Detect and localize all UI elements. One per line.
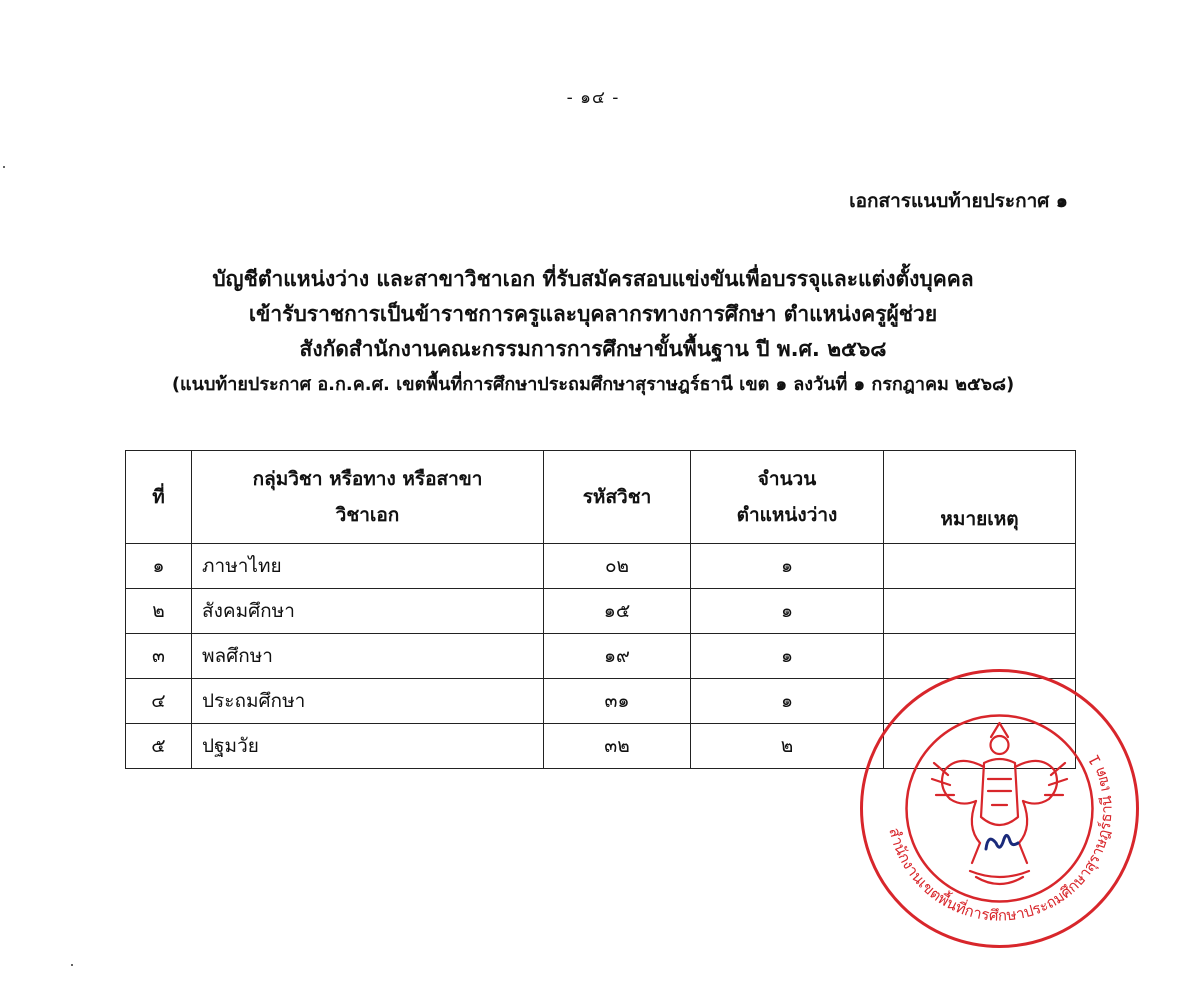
- row-count: ๑: [691, 589, 884, 634]
- document-title: [0, 262, 1186, 402]
- header-count: [691, 451, 884, 544]
- row-subject: สังคมศึกษา: [192, 589, 544, 634]
- row-count: ๑: [691, 634, 884, 679]
- row-remark: [884, 544, 1076, 589]
- header-remark: หมายเหตุ: [884, 451, 1076, 544]
- table-row: [126, 544, 1076, 589]
- title-line-1: บัญชีตำแหน่งว่าง และสาขาวิชาเอก ที่รับสมัครสอบแข่งขันเพื่อบรรจุและแต่งตั้งบุคคล: [212, 267, 974, 291]
- row-remark: [884, 589, 1076, 634]
- row-count: ๒: [691, 724, 884, 769]
- table-row: [126, 589, 1076, 634]
- header-code: รหัสวิชา: [544, 451, 691, 544]
- garuda-emblem: [932, 723, 1067, 884]
- title-line-2: เข้ารับราชการเป็นข้าราชการครูและบุคลากรทางการศึกษา ตำแหน่งครูผู้ช่วย: [248, 302, 938, 326]
- scan-speck: [71, 964, 73, 966]
- row-count: ๑: [691, 544, 884, 589]
- stamp-text: [885, 751, 1115, 924]
- row-subject: ภาษาไทย: [192, 544, 544, 589]
- header-no: ที่: [126, 451, 192, 544]
- attachment-label: เอกสารแนบท้ายประกาศ ๑: [849, 190, 1068, 212]
- row-code: ๓๑: [544, 679, 691, 724]
- row-code: ๐๒: [544, 544, 691, 589]
- signature-mark: [986, 835, 1018, 849]
- row-no: ๕: [126, 724, 192, 769]
- header-count-line2: ตำแหน่งว่าง: [736, 504, 838, 526]
- row-no: ๑: [126, 544, 192, 589]
- row-subject: ประถมศึกษา: [192, 679, 544, 724]
- row-count: ๑: [691, 679, 884, 724]
- header-subject-line2: วิชาเอก: [335, 504, 400, 526]
- row-subject: ปฐมวัย: [192, 724, 544, 769]
- header-subject: [192, 451, 544, 544]
- row-no: ๓: [126, 634, 192, 679]
- stamp-text-path: สำนักงานเขตพื้นที่การศึกษาประถมศึกษาสุราษฎร์ธานี เขต 1: [885, 751, 1116, 925]
- header-subject-line1: กลุ่มวิชา หรือทาง หรือสาขา: [252, 468, 483, 490]
- title-line-3: สังกัดสำนักงานคณะกรรมการการศึกษาขั้นพื้นฐาน ปี พ.ศ. ๒๕๖๘: [299, 337, 887, 361]
- page-number: - ๑๔ -: [566, 88, 620, 108]
- row-code: ๓๒: [544, 724, 691, 769]
- row-code: ๑๕: [544, 589, 691, 634]
- title-note: (แนบท้ายประกาศ อ.ก.ค.ศ. เขตพื้นที่การศึกษาประถมศึกษาสุราษฎร์ธานี เขต ๑ ลงวันที่ ๑ กรกฎาคม ๒๕๖๘): [171, 374, 1015, 395]
- official-seal-stamp: [858, 667, 1141, 950]
- row-no: ๒: [126, 589, 192, 634]
- row-subject: พลศึกษา: [192, 634, 544, 679]
- scan-speck: [3, 166, 5, 168]
- row-no: ๔: [126, 679, 192, 724]
- table-header-row: [126, 451, 1076, 544]
- stamp-rings: [862, 671, 1138, 947]
- row-code: ๑๙: [544, 634, 691, 679]
- header-count-line1: จำนวน: [757, 468, 817, 490]
